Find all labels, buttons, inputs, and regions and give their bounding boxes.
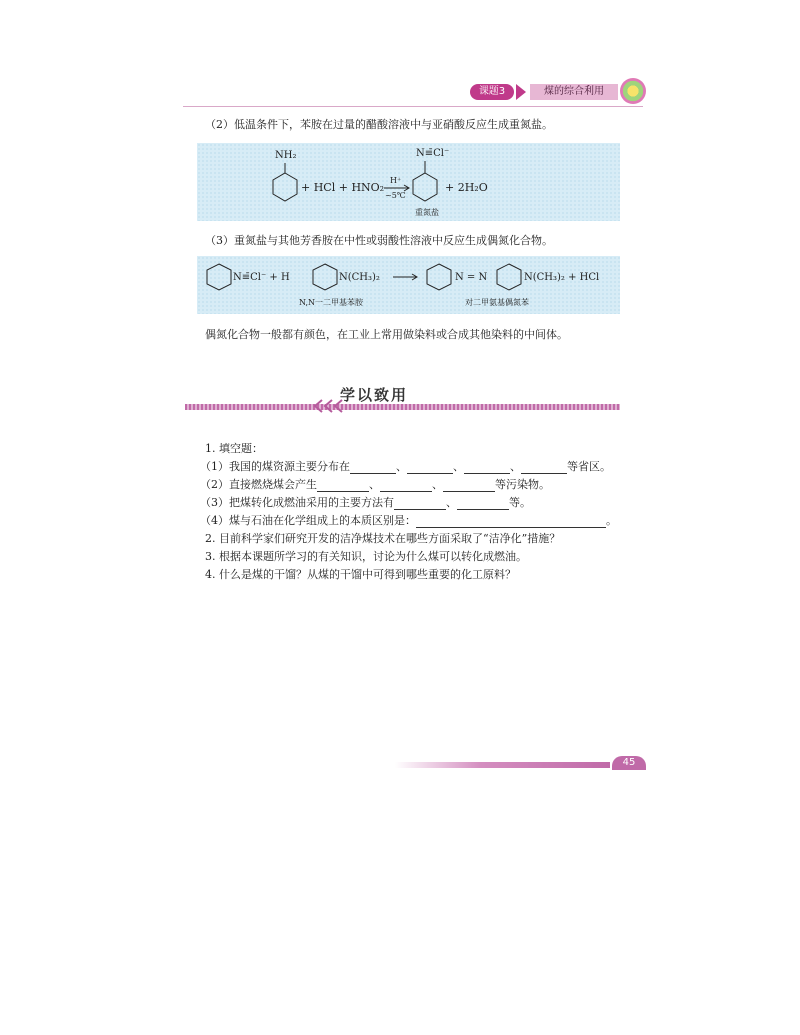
- arrow-condition-top: H⁺: [390, 176, 402, 185]
- benzene-ring: [427, 264, 451, 290]
- question-1: 1. 填空题：: [205, 442, 263, 455]
- question-4: 4. 什么是煤的干馏？从煤的干馏中可得到哪些重要的化工原料？: [205, 568, 516, 581]
- section-heading: 学以致用: [340, 386, 409, 404]
- section-heading-bar: [185, 404, 620, 410]
- equation-box-1: [197, 143, 620, 221]
- chapter-badge: 课题3: [470, 84, 514, 100]
- page-number: 45: [612, 756, 646, 770]
- reactants-text: + HCl + HNO₂: [301, 181, 385, 194]
- benzene-ring: [497, 264, 521, 290]
- benzene-ring: [313, 264, 337, 290]
- header-divider: [183, 106, 643, 107]
- nh2-label: NH₂: [275, 150, 297, 161]
- benzene-ring: [207, 264, 231, 290]
- diazonium-reactant: N≡̄Cl⁻ + H: [233, 272, 290, 283]
- amine-group: N(CH₃)₂: [339, 272, 380, 283]
- closing-paragraph: 偶氮化合物一般都有颜色，在工业上常用做染料或合成其他染料的中间体。: [205, 328, 568, 341]
- benzene-ring: [413, 161, 437, 201]
- reaction-diagram-1: [197, 143, 620, 221]
- azo-product: N(CH₃)₂ + HCl: [524, 272, 600, 283]
- product-name: 重氮盐: [415, 208, 439, 217]
- flower-icon: [620, 78, 646, 104]
- diazonium-label: N≡̄Cl⁻: [416, 148, 450, 159]
- question-2: 2. 目前科学家们研究开发的洁净煤技术在哪些方面采取了“洁净化”措施？: [205, 532, 561, 545]
- reactant-name: N,N一二甲基苯胺: [299, 298, 364, 307]
- equation-box-2: [197, 256, 620, 314]
- question-1-2: （2）直接燃烧煤会产生 、 、 等污染物。: [200, 478, 550, 491]
- question-1-1: （1）我国的煤资源主要分布在 、 、 、 等省区。: [200, 460, 611, 473]
- badge-arrow: [516, 84, 526, 100]
- question-1-4: （4）煤与石油在化学组成上的本质区别是： 。: [200, 514, 617, 527]
- question-1-3: （3）把煤转化成燃油采用的主要方法有 、 等。: [200, 496, 531, 509]
- product-name: 对二甲氨基偶氮苯: [465, 298, 529, 307]
- benzene-ring: [273, 163, 297, 201]
- section2-intro: （2）低温条件下，苯胺在过量的醋酸溶液中与亚硝酸反应生成重氮盐。: [205, 118, 553, 131]
- reaction-diagram-2: [197, 256, 620, 314]
- chapter-title: 煤的综合利用: [530, 84, 618, 100]
- section3-intro: （3）重氮盐与其他芳香胺在中性或弱酸性溶液中反应生成偶氮化合物。: [205, 234, 553, 247]
- water-product: + 2H₂O: [445, 181, 488, 194]
- question-3: 3. 根据本课题所学习的有关知识，讨论为什么煤可以转化成燃油。: [205, 550, 527, 563]
- footer-bar: [395, 762, 610, 768]
- azo-bond: N = N: [455, 272, 488, 283]
- arrow-condition-bottom: ~5℃: [385, 191, 406, 200]
- chevron-decoration-icon: [310, 398, 350, 414]
